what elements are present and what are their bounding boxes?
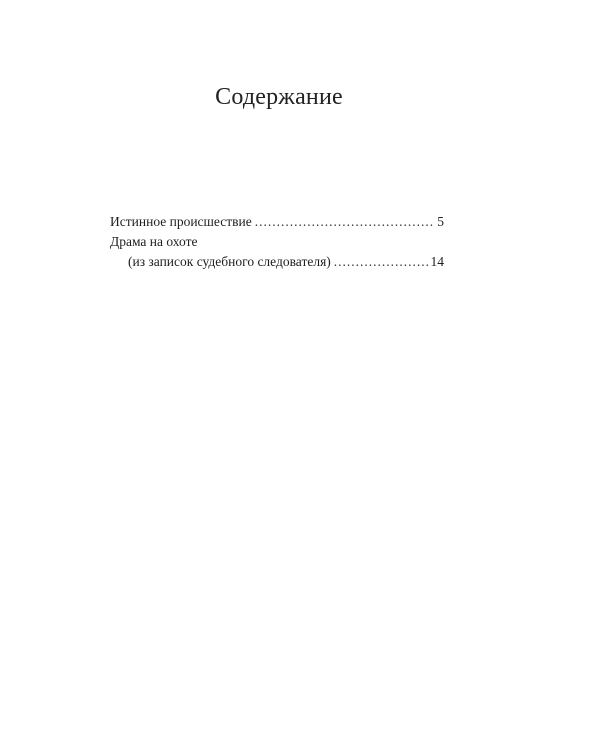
toc-entry[interactable]: [110, 232, 444, 252]
toc-entry[interactable]: [110, 212, 444, 232]
toc-entry-subtitle[interactable]: [110, 252, 444, 272]
page-title: Содержание: [215, 84, 343, 110]
dot-leader: [334, 252, 428, 272]
toc-entry-title: Драма на охоте: [110, 234, 198, 249]
dot-leader: [255, 212, 435, 232]
toc-entry-title: Истинное происшествие: [110, 214, 252, 229]
toc-entry-page: 14: [430, 254, 444, 269]
table-of-contents: [110, 212, 444, 272]
toc-entry-title: (из записок судебного следователя): [128, 254, 331, 269]
toc-entry-page: 5: [437, 214, 444, 229]
